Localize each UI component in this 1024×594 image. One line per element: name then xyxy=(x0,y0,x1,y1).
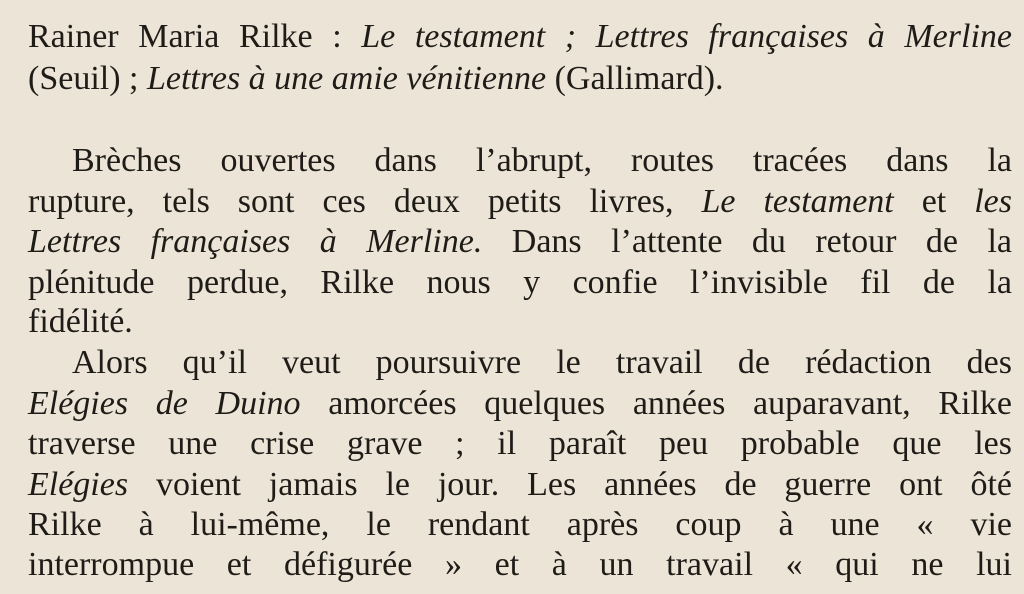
reference-author: Rainer Maria Rilke : xyxy=(28,18,362,55)
paragraph-2-text: traverse une crise grave ; il paraît peu probable que les xyxy=(28,425,1012,462)
paragraph-1-line-5 xyxy=(28,302,1012,342)
title-le-testament: Le testament xyxy=(701,183,894,220)
reference-titles-italic: Le testament ; Lettres françaises à Merline xyxy=(361,18,1012,55)
paragraph-2-line-4 xyxy=(28,465,1012,505)
paragraph-1-line-2 xyxy=(28,182,1012,222)
title-elegies-de-duino: Elégies de Duino xyxy=(28,385,301,422)
paragraph-2-line-3 xyxy=(28,424,1012,464)
reference-publisher-1: (Seuil) ; xyxy=(28,60,147,97)
paragraph-1-text: rupture, tels sont ces deux petits livres, xyxy=(28,183,702,220)
paragraph-1-text: Brèches ouvertes dans l’abrupt, routes tracées dans la xyxy=(72,142,1012,179)
paragraph-1-line-1 xyxy=(72,141,1012,181)
paragraph-2-text: Alors qu’il veut poursuivre le travail de rédaction des xyxy=(72,344,1012,381)
paragraph-1-text: fidélité. xyxy=(28,303,133,340)
paragraph-2-line-5 xyxy=(28,505,1012,545)
paragraph-2-text: interrompue et défigurée » et à un travail « qui ne lui xyxy=(28,546,1012,583)
title-lettres-francaises: Lettres françaises à Merline. xyxy=(28,223,483,260)
paragraph-1-text: plénitude perdue, Rilke nous y confie l’invisible fil de la xyxy=(28,264,1012,301)
paragraph-1-line-3 xyxy=(28,222,1012,262)
paragraph-2-text: amorcées quelques années auparavant, Rilke xyxy=(300,385,1012,422)
paragraph-1-text: et xyxy=(893,183,975,220)
paragraph-2-text: voient jamais le jour. Les années de guerre ont ôté xyxy=(128,466,1012,503)
paragraph-2-line-6 xyxy=(28,545,1012,585)
title-elegies: Elégies xyxy=(28,466,129,503)
paragraph-1-line-4 xyxy=(28,263,1012,303)
reference-publisher-2: (Gallimard). xyxy=(546,60,724,97)
paragraph-2-line-2 xyxy=(28,384,1012,424)
title-les: les xyxy=(974,183,1012,220)
reference-line-2 xyxy=(28,59,1012,99)
reference-line-1 xyxy=(28,17,1012,57)
reference-title-venitienne: Lettres à une amie vénitienne xyxy=(146,60,547,97)
paragraph-2-text: Rilke à lui-même, le rendant après coup à une « vie xyxy=(28,506,1012,543)
paragraph-2-line-1 xyxy=(72,343,1012,383)
paragraph-1-text: Dans l’attente du retour de la xyxy=(482,223,1012,260)
